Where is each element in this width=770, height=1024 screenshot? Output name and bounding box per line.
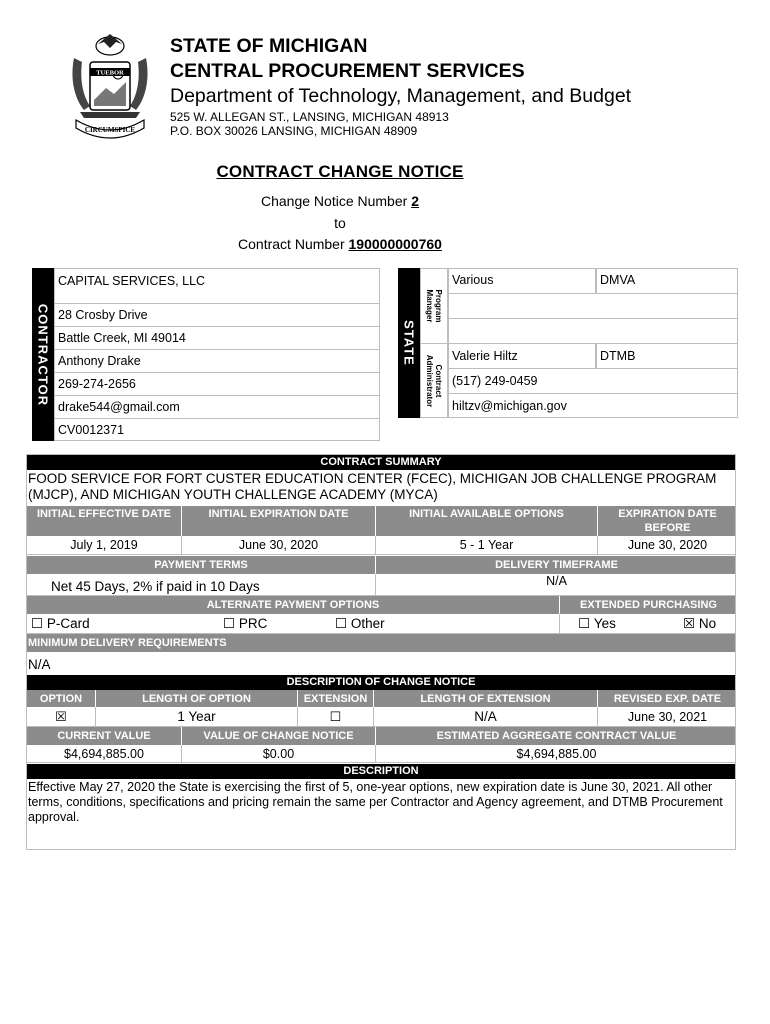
min-delivery-value: N/A xyxy=(28,657,51,672)
value-change-header: VALUE OF CHANGE NOTICE xyxy=(181,727,375,745)
revised-exp-date: June 30, 2021 xyxy=(597,707,737,726)
alt-payment-header-row xyxy=(27,596,735,614)
contractor-email: drake544@gmail.com xyxy=(54,395,380,418)
length-of-extension: N/A xyxy=(373,707,597,726)
extension-header: EXTENSION xyxy=(297,690,373,707)
contractor-phone: 269-274-2656 xyxy=(54,372,380,395)
to-line: to xyxy=(334,215,346,231)
initial-expiration-date: June 30, 2020 xyxy=(181,536,375,554)
header-state: STATE OF MICHIGAN xyxy=(170,35,368,57)
description-bar: DESCRIPTION xyxy=(27,764,735,779)
contractor-city: Battle Creek, MI 49014 xyxy=(54,326,380,349)
pcard-label: P-Card xyxy=(46,616,90,631)
current-value-header: CURRENT VALUE xyxy=(57,730,151,742)
extension-checkbox[interactable]: ☐ xyxy=(297,707,373,726)
summary-values-row xyxy=(27,536,735,555)
change-description: Effective May 27, 2020 the State is exercising the first of 5, one-year options, new expiration date is June 30, 2021. All other terms, conditions, specifications and pricing remain the same per Contractor and Agency agreement, and DTMB Procurement approval. xyxy=(28,780,723,824)
option-header: OPTION xyxy=(39,692,83,705)
value-of-change: $0.00 xyxy=(181,745,375,762)
pm-email xyxy=(448,318,738,343)
revised-date-header: REVISED EXP. DATE xyxy=(597,690,737,707)
other-option xyxy=(327,614,559,633)
no-option xyxy=(659,614,737,633)
contract-description: FOOD SERVICE FOR FORT CUSTER EDUCATION CENTER (FCEC), MICHIGAN JOB CHALLENGE PROGRAM (MJCP), AND MICHIGAN YOUTH CHALLENGE ACADEMY (MYCA) xyxy=(28,471,717,502)
estimated-aggregate-value: $4,694,885.00 xyxy=(375,745,737,762)
program-manager-label: Program Manager xyxy=(420,268,448,343)
change-notice-label: Change Notice Number xyxy=(261,193,412,209)
header-address-street: 525 W. ALLEGAN ST., LANSING, MICHIGAN 48913 xyxy=(170,110,449,124)
current-value: $4,694,885.00 xyxy=(64,746,144,761)
initial-options: 5 - 1 Year xyxy=(375,536,597,554)
header-address-po: P.O. BOX 30026 LANSING, MICHIGAN 48909 xyxy=(170,124,418,138)
contract-number: 190000000760 xyxy=(348,236,442,252)
pm-agency: DMVA xyxy=(596,268,738,293)
contract-summary-section xyxy=(26,454,736,850)
contractor-contact: Anthony Drake xyxy=(54,349,380,372)
change-notice-bar: DESCRIPTION OF CHANGE NOTICE xyxy=(27,675,735,690)
yes-label: Yes xyxy=(593,616,616,631)
min-delivery-header-label: MINIMUM DELIVERY REQUIREMENTS xyxy=(28,637,227,649)
alt-payment-values-row xyxy=(27,614,735,634)
contract-number-line xyxy=(0,236,680,252)
other-label: Other xyxy=(350,616,385,631)
summary-header-row xyxy=(27,506,735,536)
alternate-payment-header: ALTERNATE PAYMENT OPTIONS xyxy=(206,599,380,611)
header-procurement: CENTRAL PROCUREMENT SERVICES xyxy=(170,60,525,82)
initial-effective-header: INITIAL EFFECTIVE DATE xyxy=(36,508,172,520)
change-notice-line xyxy=(0,193,680,209)
payment-values-row xyxy=(27,574,735,596)
extended-purchasing-header: EXTENDED PURCHASING xyxy=(559,596,737,614)
pcard-checkbox[interactable]: ☐ xyxy=(31,615,44,631)
michigan-seal-icon xyxy=(60,28,160,146)
no-checkbox[interactable]: ☒ xyxy=(683,615,696,631)
seal-motto-top: TUEBOR xyxy=(96,69,124,77)
pm-name: Various xyxy=(448,268,596,293)
pcard-option xyxy=(27,614,217,633)
ca-agency: DTMB xyxy=(596,343,738,368)
payment-terms: Net 45 Days, 2% if paid in 10 Days xyxy=(51,579,260,594)
change-header-row xyxy=(27,690,735,707)
value-row xyxy=(27,745,735,763)
expiration-before-header: EXPIRATION DATE BEFORE xyxy=(597,506,737,536)
contractor-side-label: CONTRACTOR xyxy=(32,268,54,441)
change-values-row xyxy=(27,707,735,727)
header-department: Department of Technology, Management, and Budget xyxy=(170,85,632,107)
initial-expiration-header: INITIAL EXPIRATION DATE xyxy=(181,506,375,536)
value-header-row xyxy=(27,727,735,745)
prc-checkbox[interactable]: ☐ xyxy=(223,615,236,631)
yes-checkbox[interactable]: ☐ xyxy=(578,615,591,631)
delivery-timeframe: N/A xyxy=(375,574,737,595)
ca-phone: (517) 249-0459 xyxy=(448,368,738,393)
change-notice-number: 2 xyxy=(411,193,419,209)
delivery-timeframe-header: DELIVERY TIMEFRAME xyxy=(375,556,737,574)
initial-options-header: INITIAL AVAILABLE OPTIONS xyxy=(375,506,597,536)
expiration-before-date: June 30, 2020 xyxy=(597,536,737,554)
contract-summary-bar: CONTRACT SUMMARY xyxy=(27,455,735,470)
ca-name: Valerie Hiltz xyxy=(448,343,596,368)
initial-effective-date: July 1, 2019 xyxy=(70,538,138,552)
option-checkbox[interactable]: ☒ xyxy=(55,708,67,724)
prc-label: PRC xyxy=(238,616,268,631)
payment-terms-header: PAYMENT TERMS xyxy=(154,559,248,571)
pm-phone xyxy=(448,293,738,318)
ca-email: hiltzv@michigan.gov xyxy=(448,393,738,418)
contract-number-label: Contract Number xyxy=(238,236,349,252)
contractor-vendor-id: CV0012371 xyxy=(54,418,380,441)
min-delivery-header xyxy=(27,634,735,652)
no-label: No xyxy=(698,616,717,631)
yes-option xyxy=(559,614,659,633)
contractor-name: CAPITAL SERVICES, LLC xyxy=(54,268,380,303)
length-extension-header: LENGTH OF EXTENSION xyxy=(373,690,597,707)
notice-title: CONTRACT CHANGE NOTICE xyxy=(216,162,464,181)
state-side-label: STATE xyxy=(398,268,420,418)
length-of-option: 1 Year xyxy=(95,707,297,726)
seal-motto-bottom: CIRCUMSPICE xyxy=(84,126,136,134)
contract-administrator-label: Contract Administrator xyxy=(420,343,448,418)
contractor-street: 28 Crosby Drive xyxy=(54,303,380,326)
payment-header-row xyxy=(27,556,735,574)
prc-option xyxy=(217,614,327,633)
estimated-value-header: ESTIMATED AGGREGATE CONTRACT VALUE xyxy=(375,727,737,745)
length-option-header: LENGTH OF OPTION xyxy=(95,690,297,707)
other-checkbox[interactable]: ☐ xyxy=(335,615,348,631)
